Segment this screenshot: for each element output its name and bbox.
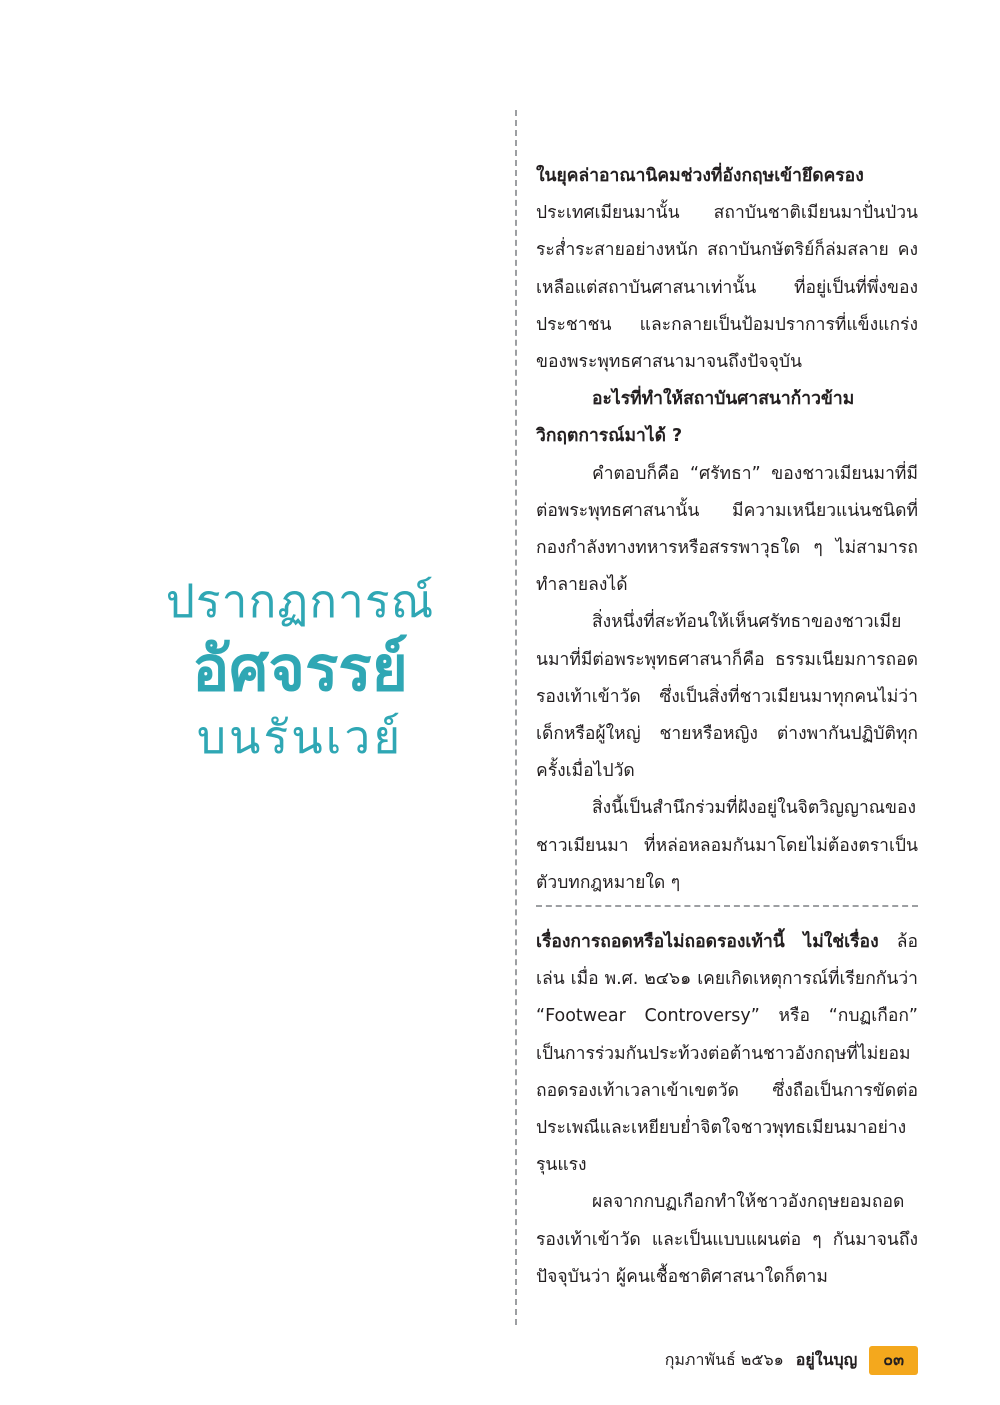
paragraph: สิ่งหนึ่งที่สะท้อนให้เห็นศรัทธาของชาวเมียนมาที่มีต่อพระพุทธศาสนาก็คือ ธรรมเนียมการถอดรองเท้าเข้าวัด ซึ่งเป็นสิ่งที่ชาวเมียนมาทุกคนไม่ว่าเด็กหรือผู้ใหญ่ ชายหรือหญิง ต่างพากันปฏิบัติทุกครั้งเมื่อไปวัด xyxy=(536,612,918,782)
title-line-3: บนรันเวย์ xyxy=(196,710,404,764)
title-line-2: อัศจรรย์ xyxy=(192,632,408,705)
vertical-dashed-divider xyxy=(515,110,517,1325)
paragraph: สิ่งนี้เป็นสำนึกร่วมที่ฝังอยู่ในจิตวิญญาณของชาวเมียนมา ที่หล่อหลอมกันมาโดยไม่ต้องตราเป็นตัวบทกฎหมายใด ๆ xyxy=(536,798,918,893)
article-title xyxy=(150,572,450,766)
paragraph: ผลจากกบฏเกือกทำให้ชาวอังกฤษยอมถอดรองเท้าเข้าวัด และเป็นแบบแผนต่อ ๆ กันมาจนถึงปัจจุบันว่า ผู้คนเชื้อชาติศาสนาใดก็ตาม xyxy=(536,1192,918,1287)
paragraph: คำตอบก็คือ “ศรัทธา” ของชาวเมียนมาที่มีต่อพระพุทธศาสนานั้น มีความเหนียวแน่นชนิดที่กองกำลังทางทหารหรือสรรพาวุธใด ๆ ไม่สามารถทำลายลงได้ xyxy=(536,463,918,596)
horizontal-dashed-divider xyxy=(536,905,918,907)
lead-text: เรื่องการถอดหรือไม่ถอดรองเท้านี้ ไม่ใช่เรื่อง xyxy=(536,932,879,952)
page-number-badge: ๐๓ xyxy=(869,1346,918,1375)
subheading xyxy=(536,381,918,455)
lead-text: ในยุคล่าอาณานิคมช่วงที่อังกฤษเข้ายึดครอง xyxy=(536,166,864,186)
paragraph-text: ประเทศเมียนมานั้น สถาบันชาติเมียนมาปั่นป่วน ระส่ำระสายอย่างหนัก สถาบันกษัตริย์ก็ล่มสลาย คงเหลือแต่สถาบันศาสนาเท่านั้น ที่อยู่เป็นที่พึ่งของประชาชน และกลายเป็นป้อมปราการที่แข็งแกร่งของพระพุทธศาสนามาจนถึงปัจจุบัน xyxy=(536,203,918,373)
page-footer xyxy=(665,1346,918,1374)
article-body-top xyxy=(536,158,918,902)
article-body-bottom xyxy=(536,924,918,1296)
issue-date: กุมภาพันธ์ ๒๕๖๑ xyxy=(664,1349,784,1369)
subheading-text: อะไรที่ทำให้สถาบันศาสนาก้าวข้ามวิกฤตการณ์มาได้ ? xyxy=(536,389,855,447)
paragraph xyxy=(536,158,918,381)
paragraph xyxy=(536,924,918,1184)
publication-name: อยู่ในบุญ xyxy=(795,1349,858,1369)
title-line-1: ปรากฏการณ์ xyxy=(165,574,435,628)
paragraph-text: ล้อเล่น เมื่อ พ.ศ. ๒๔๖๑ เคยเกิดเหตุการณ์ที่เรียกกันว่า “Footwear Controversy” หรือ “กบฏเกือก” เป็นการร่วมกันประท้วงต่อต้านชาวอังกฤษที่ไม่ยอมถอดรองเท้าเวลาเข้าเขตวัด ซึ่งถือเป็นการขัดต่อประเพณีและเหยียบย่ำจิตใจชาวพุทธเมียนมาอย่างรุนแรง xyxy=(536,932,918,1176)
